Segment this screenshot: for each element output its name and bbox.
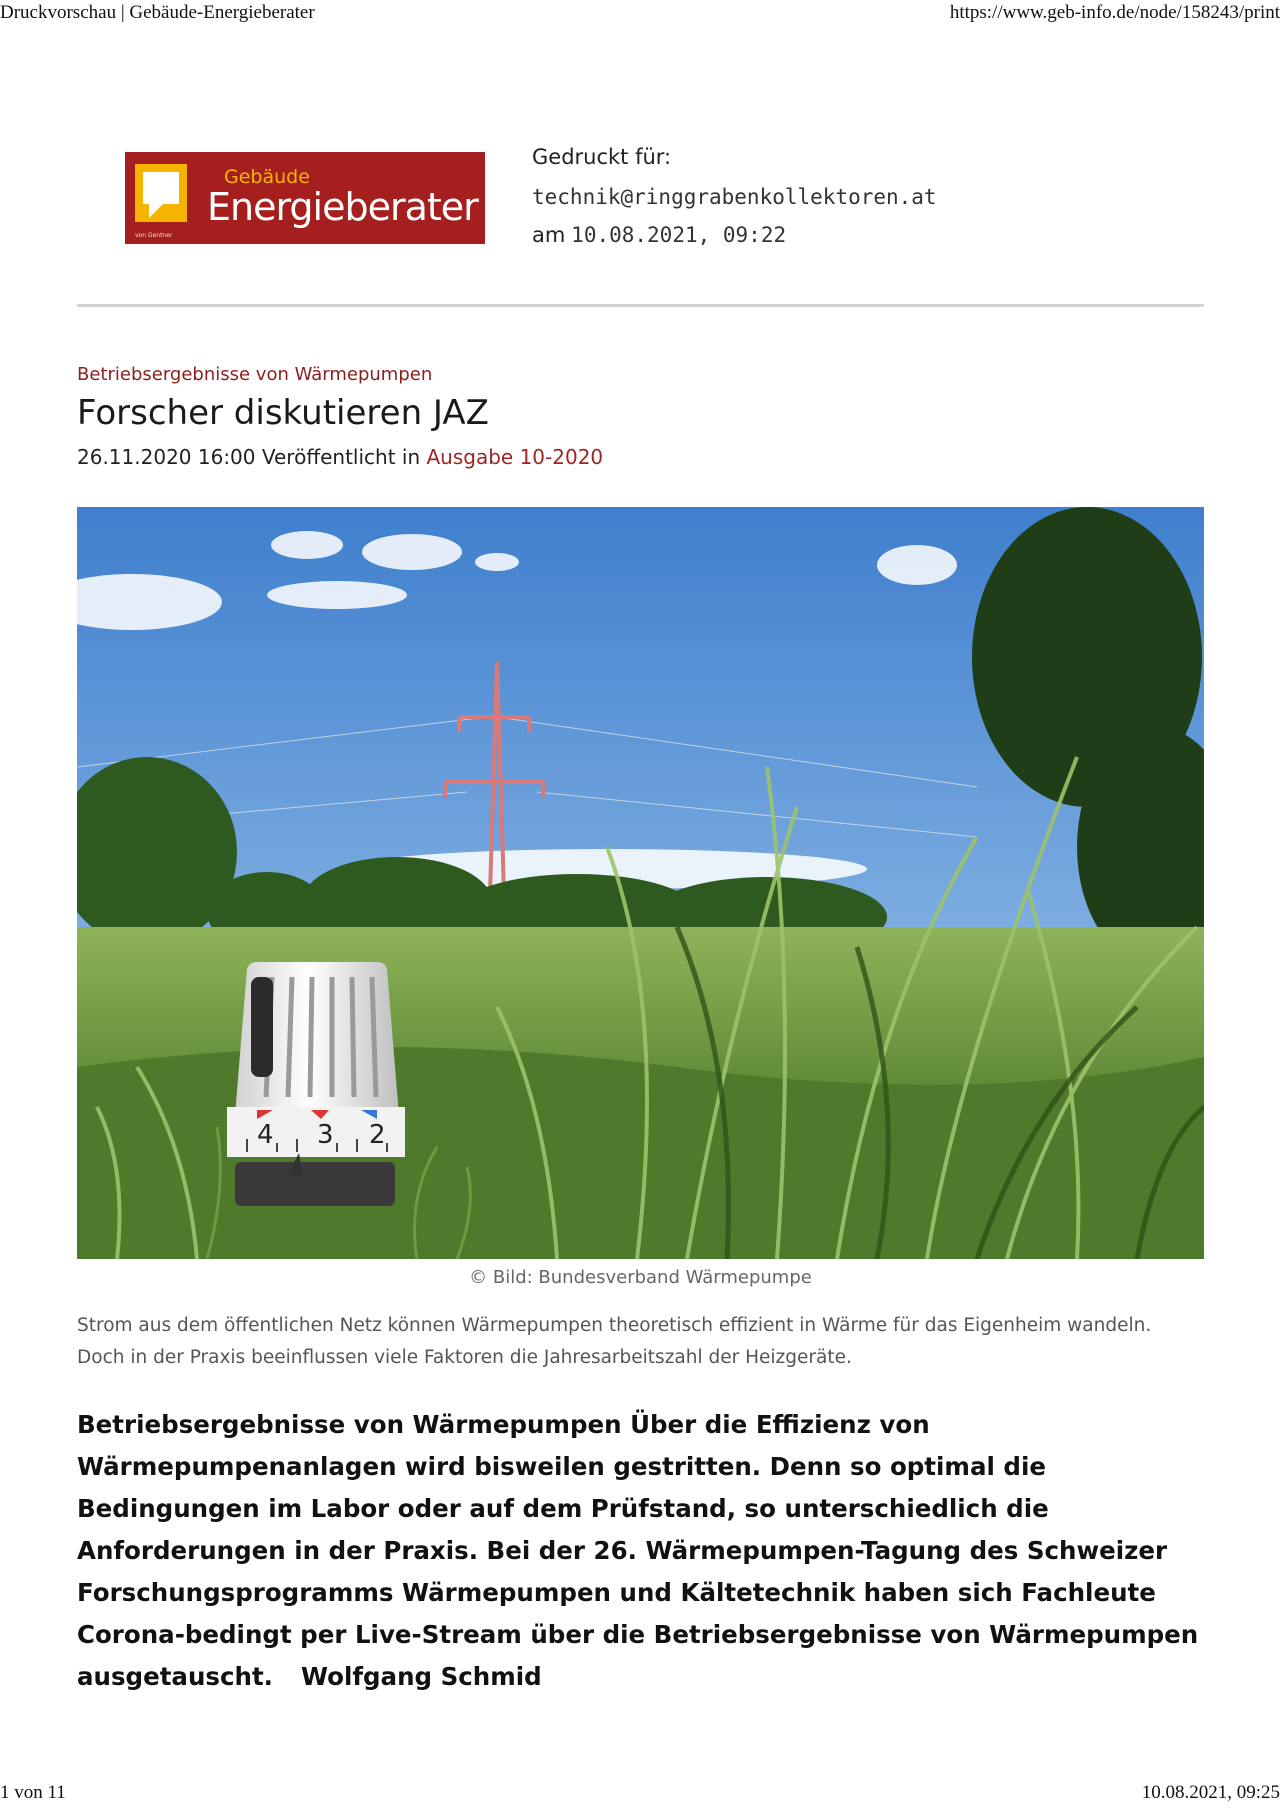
printed-for-label: Gedruckt für: (532, 145, 672, 169)
thermostat-scale-4: 4 (257, 1120, 274, 1150)
hero-image-illustration (77, 507, 1204, 1259)
image-credit: © Bild: Bundesverband Wärmepumpe (469, 1267, 812, 1288)
header-divider (77, 304, 1204, 307)
printed-for-date-row (532, 223, 786, 248)
article-date-published: 26.11.2020 16:00 Veröffentlicht in (77, 445, 421, 469)
printed-for-email: technik@ringgrabenkollektoren.at (532, 185, 937, 209)
thermostat-scale-2: 2 (369, 1120, 386, 1150)
print-header (0, 2, 1280, 28)
article-lead (77, 1404, 1204, 1698)
site-logo (125, 152, 485, 244)
print-url: https://www.geb-info.de/node/158243/print (949, 2, 1280, 23)
print-page-title: Druckvorschau | Gebäude-Energieberater (0, 2, 315, 23)
logo-small-text: Gebäude (224, 166, 310, 188)
image-caption: Strom aus dem öffentlichen Netz können Wärmepumpen theoretisch effizient in Wärme für das Eigenheim wandeln. Doch in der Praxis beeinflussen viele Faktoren die Jahresarbeitszahl der Heizgeräte. (77, 1315, 1152, 1368)
article-author: Wolfgang Schmid (300, 1662, 542, 1691)
hero-image (77, 507, 1204, 1259)
logo-tiny-text: von Gentner (135, 232, 173, 239)
thermostat-scale-3: 3 (317, 1120, 334, 1150)
article-title: Forscher diskutieren JAZ (77, 393, 489, 433)
article-kicker: Betriebsergebnisse von Wärmepumpen (77, 364, 433, 385)
print-footer (0, 1782, 1280, 1808)
print-timestamp: 10.08.2021, 09:25 (1141, 1782, 1280, 1803)
printed-for-am-label: am (532, 223, 566, 247)
printed-for-date: 10.08.2021, 09:22 (571, 223, 787, 247)
article-meta (77, 445, 603, 469)
print-page-count: 1 von 11 (0, 1782, 66, 1803)
logo-big-text: Energieberater (207, 185, 478, 229)
speech-bubble-icon (135, 164, 187, 232)
issue-link[interactable]: Ausgabe 10-2020 (426, 445, 604, 469)
article-lead-text: Betriebsergebnisse von Wärmepumpen Über die Effizienz von Wärmepumpenanlagen wird bisweilen gestritten. Denn so optimal die Bedingungen im Labor oder auf dem Prüfstand, so unterschiedlich die Anforderungen in der Praxis. Bei der 26. Wärmepumpen-Tagung des Schweizer Forschungsprogramms Wärmepumpen und Kältetechnik haben sich Fachleute Corona-bedingt per Live-Stream über die Betriebsergebnisse von Wärmepumpen ausgetauscht. (77, 1410, 1199, 1691)
